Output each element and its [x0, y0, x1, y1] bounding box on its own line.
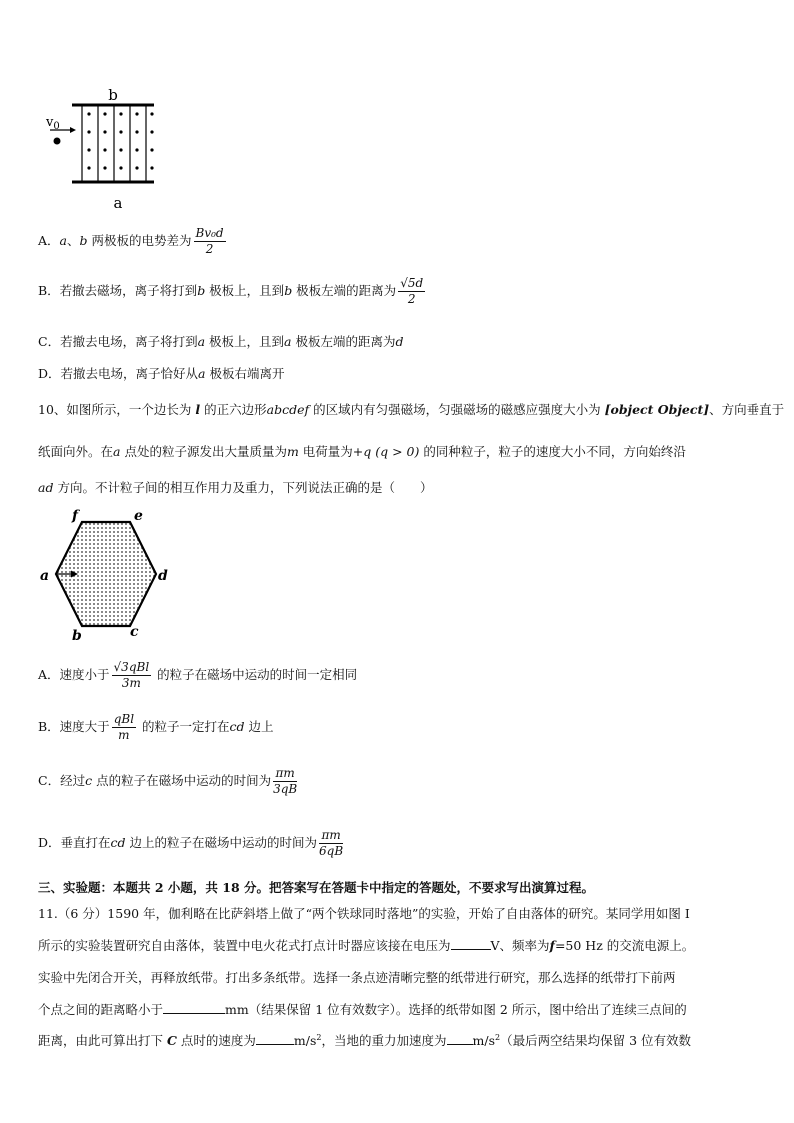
q10-stem-line2: 纸面向外。在a 点处的粒子源发出大量质量为m 电荷量为+q (q > 0) 的同种粒子，粒子的速度大小不同，方向始终沿: [38, 444, 686, 459]
section-3-heading: 三、实验题：本题共 2 小题，共 18 分。把答案写在答题卡中指定的答题处，不要求写出演算过程。: [38, 880, 595, 895]
answer-blank-velocity[interactable]: [256, 1032, 294, 1045]
answer-blank-distance[interactable]: [163, 1001, 225, 1014]
ion-dot: [54, 138, 61, 145]
vertex-d-label: d: [158, 568, 168, 584]
vertex-f-label: f: [72, 508, 79, 524]
q10-option-c: C．经过c 点的粒子在磁场中运动的时间为 $\frac{\pi m}{3qB}$: [38, 766, 298, 796]
q10-option-b: B．速度大于 $\frac{\text{qBl}}{m}$ 的粒子一定打在cd 边上: [38, 712, 274, 742]
vertex-b-label: b: [72, 628, 82, 642]
vertex-e-label: e: [134, 508, 143, 524]
fraction: $\frac{√5d}{2}$: [400, 276, 424, 306]
fraction: $\frac{\pi m}{3qB}$: [273, 766, 298, 796]
hexagon-figure: [36, 506, 176, 642]
fraction: $\frac{\text{Bv₀d}}{2}$: [195, 226, 224, 256]
vertex-a-label: a: [40, 568, 50, 584]
plate-a-label: a: [113, 194, 123, 212]
q9-option-b: B．若撤去磁场，离子将打到b 极板上，且到b 极板左端的距离为 $\frac{√5d}{2}$: [38, 276, 424, 306]
q11-line5: 距离，由此可算出打下 C 点时的速度为 $m/s^2$，当地的重力加速度为 $m/s^2$（最后两空结果均保留 3 位有效数: [38, 1032, 691, 1048]
q10-option-a: A．速度小于 $\frac{\text{√3qBl}}{3m}$ 的粒子在磁场中运动的时间一定相同: [38, 660, 358, 690]
velocity-label: $v_0$: [46, 115, 60, 132]
answer-blank-voltage[interactable]: [451, 937, 491, 950]
q9-option-a: A．a、b 两极板的电势差为 $\frac{\text{Bv₀d}}{2}$: [38, 226, 224, 256]
answer-blank-gravity[interactable]: [447, 1032, 473, 1045]
fraction: $\frac{\text{qBl}}{m}$: [113, 712, 135, 742]
vertex-c-label: c: [130, 624, 139, 640]
plate-b-label: b: [108, 86, 118, 104]
q9-option-d: D．若撤去电场，离子恰好从a 极板右端离开: [38, 366, 285, 381]
fraction: $\frac{\pi m}{6qB}$: [319, 828, 344, 858]
q10-stem-line1: 10、如图所示，一个边长为 l 的正六边形abcdef 的区域内有匀强磁场，匀强磁场的磁感应强度大小为 [object Object]、方向垂直于: [38, 402, 785, 417]
q11-line1: 11.（6 分）1590 年，伽利略在比萨斜塔上做了“两个铁球同时落地”的实验，开始了自由落体的研究。某同学用如图 I: [38, 906, 690, 921]
q11-line3: 实验中先闭合开关，再释放纸带。打出多条纸带。选择一条点迹清晰完整的纸带进行研究，那么选择的纸带打下前两: [38, 970, 676, 985]
fraction: $\frac{\text{√3qBl}}{3m}$: [113, 660, 150, 690]
q10-stem-line3: ad 方向。不计粒子间的相互作用力及重力，下列说法正确的是（ ）: [38, 480, 433, 495]
capacitor-figure: [40, 86, 170, 214]
q11-line2: 所示的实验装置研究自由落体，装置中电火花式打点计时器应该接在电压为 V、频率为f=50 Hz 的交流电源上。: [38, 938, 695, 953]
q9-option-c: C．若撤去电场，离子将打到a 极板上，且到a 极板左端的距离为d: [38, 334, 404, 349]
q11-line4: 个点之间的距离略小于 mm（结果保留 1 位有效数字）。选择的纸带如图 2 所示，图中给出了连续三点间的: [38, 1002, 687, 1017]
q10-option-d: D．垂直打在cd 边上的粒子在磁场中运动的时间为 $\frac{\pi m}{6qB}$: [38, 828, 344, 858]
